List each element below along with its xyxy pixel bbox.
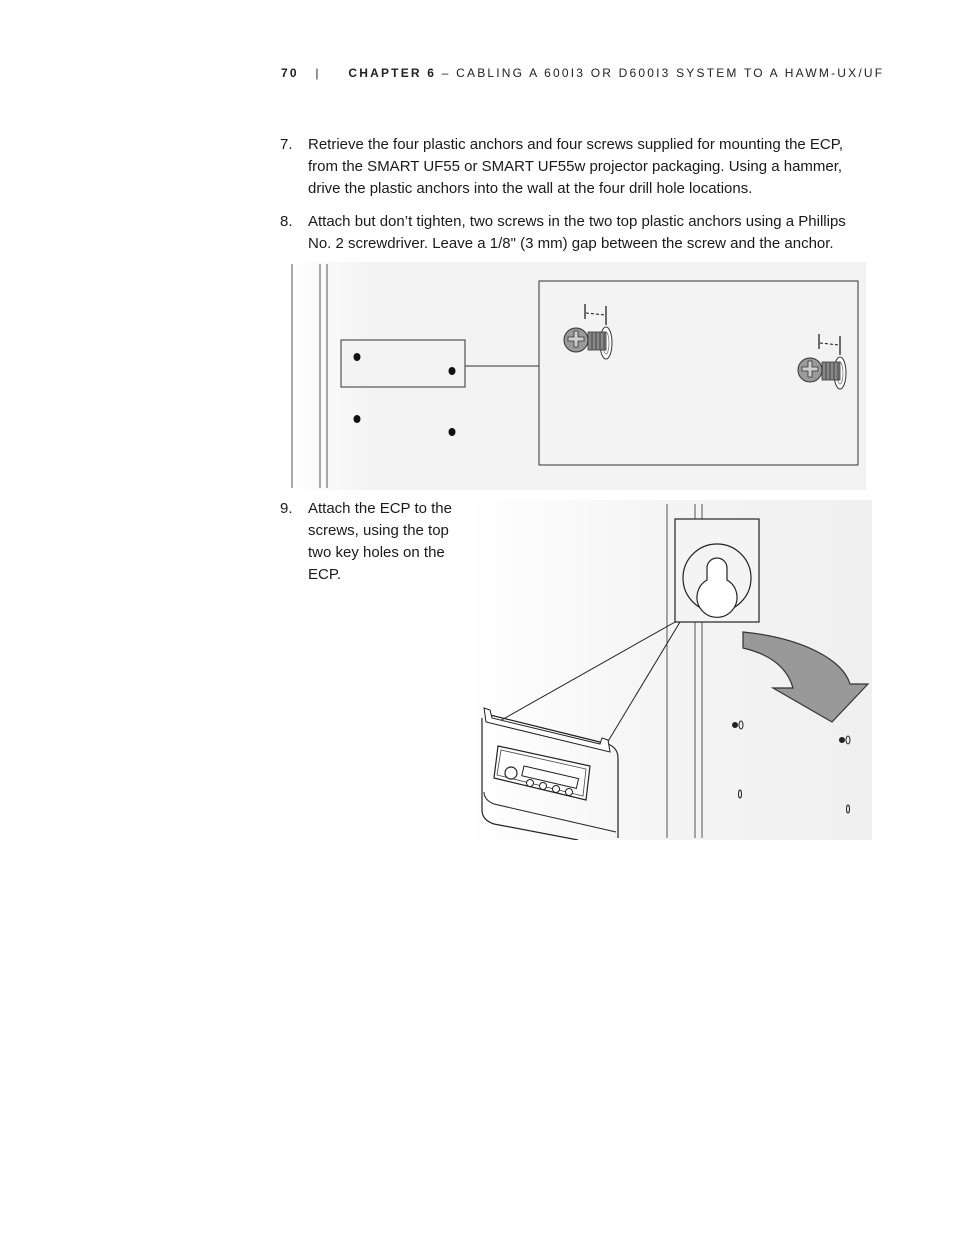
step-text: Retrieve the four plastic anchors and four screws supplied for mounting the ECP, from the SMART UF55 or SMART UF55w projector packaging. Using a hammer, drive the plastic anchors into the wall at the four drill hole locations.	[308, 136, 844, 197]
step-text: Attach but don’t tighten, two screws in the two top plastic anchors using a Phillips No. 2 screwdriver. Leave a 1/8" (3 mm) gap between the screw and the anchor.	[308, 213, 846, 252]
step-number: 7.	[280, 136, 293, 153]
anchor-screw-illustration	[286, 262, 866, 490]
chapter-label: CHAPTER 6	[348, 66, 437, 80]
page-number: 70	[281, 66, 299, 80]
header-separator: |	[315, 66, 321, 80]
step-number: 8.	[280, 213, 293, 230]
step-text: Attach the ECP to the screws, using the top two key holes on the ECP.	[308, 500, 452, 583]
ecp-mounting-illustration	[468, 500, 872, 840]
chapter-title: – CABLING A 600I3 OR D600I3 SYSTEM TO A HAWM-UX/UF	[441, 66, 885, 80]
page-header	[281, 66, 884, 80]
step-number: 9.	[280, 500, 293, 517]
